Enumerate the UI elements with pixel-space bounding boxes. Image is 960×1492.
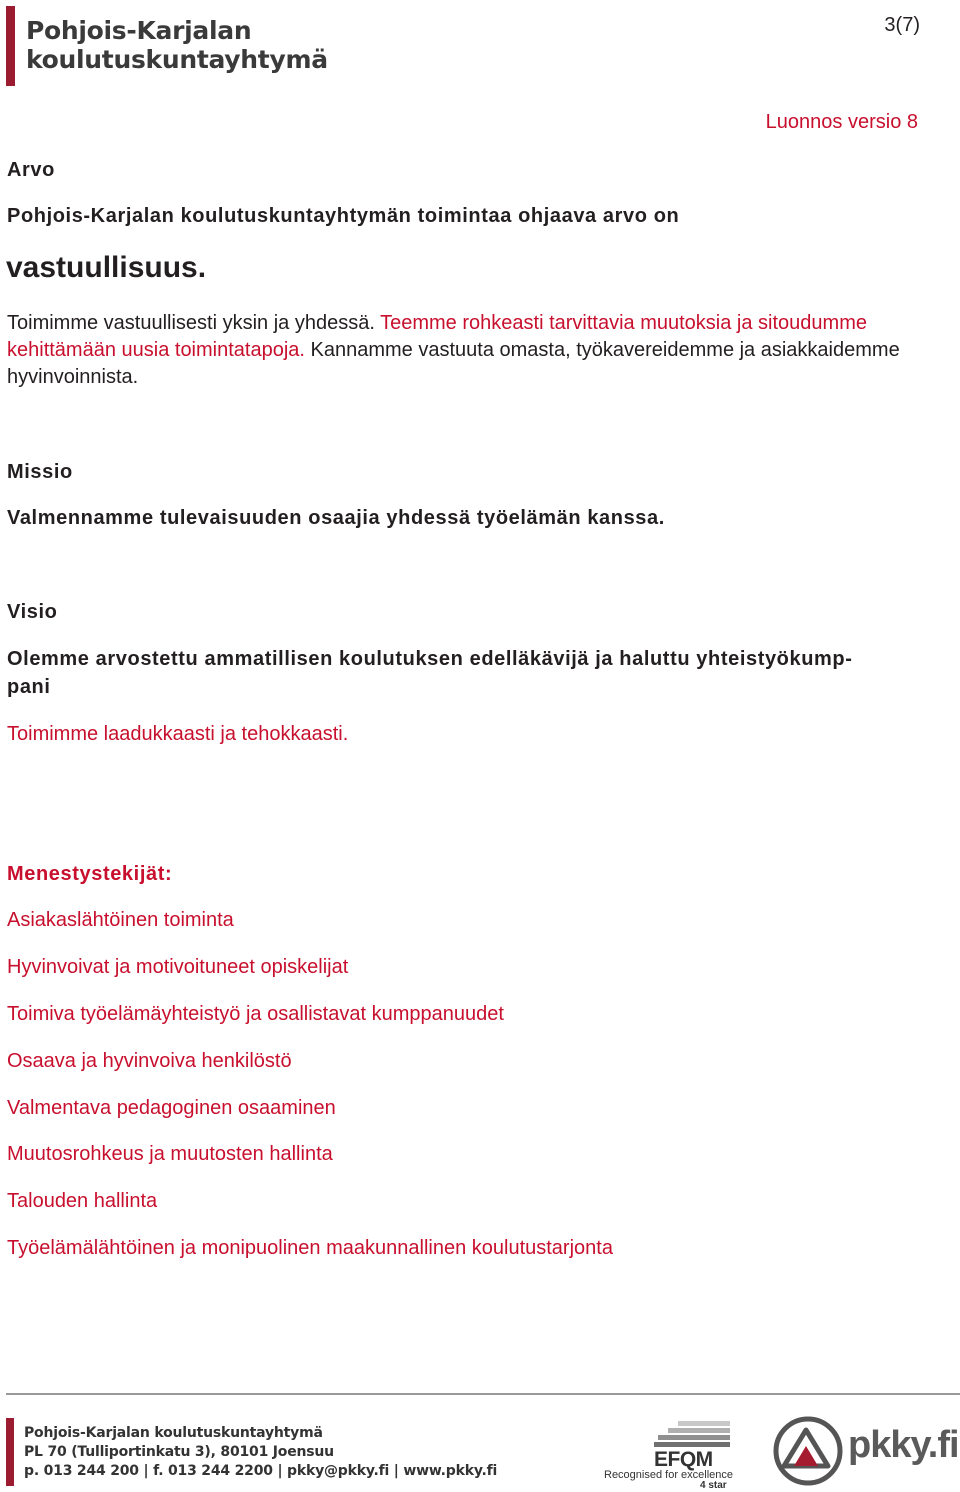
mission-heading: Missio <box>7 461 73 483</box>
value-text <box>7 310 957 391</box>
list-item: Työelämälähtöinen ja monipuolinen maakunnallinen koulutustarjonta <box>7 1237 613 1259</box>
page-number: 3(7) <box>884 14 920 36</box>
efqm-label: EFQM <box>654 1448 713 1471</box>
footer-divider <box>6 1393 960 1395</box>
success-factors-heading: Menestystekijät: <box>7 863 173 885</box>
list-item: Osaava ja hyvinvoiva henkilöstö <box>7 1050 292 1072</box>
vision-subtext: Toimimme laadukkaasti ja tehokkaasti. <box>7 723 349 745</box>
pkky-brand-text: pkky.fi <box>848 1424 959 1466</box>
vision-text-line-2: pani <box>7 676 51 698</box>
pkky-logo-icon <box>772 1414 844 1488</box>
value-text-part-2: Teemme rohkeasti tarvittavia muutoksia ja sitoudumme kehittämään uusia toimintatapoja. <box>7 312 867 361</box>
value-text-part-3: Kannamme vastuuta omasta, työkavereidemme ja asiakkaidemme hyvinvoinnista. <box>7 339 900 388</box>
efqm-caption: Recognised for excellence <box>604 1469 734 1481</box>
value-word: vastuullisuus. <box>6 251 207 284</box>
vision-heading: Visio <box>7 601 58 623</box>
mission-text: Valmennamme tulevaisuuden osaajia yhdessä työelämän kanssa. <box>7 507 665 529</box>
list-item: Asiakaslähtöinen toiminta <box>7 909 234 931</box>
list-item: Muutosrohkeus ja muutosten hallinta <box>7 1143 333 1165</box>
logo-line-2: koulutuskuntayhtymä <box>26 45 328 74</box>
footer-logo-bar <box>6 1418 14 1486</box>
value-lead: Pohjois-Karjalan koulutuskuntayhtymän toimintaa ohjaava arvo on <box>7 205 680 227</box>
efqm-badge <box>600 1415 735 1492</box>
footer-contact: p. 013 244 200 | f. 013 244 2200 | pkky@pkky.fi | www.pkky.fi <box>24 1463 498 1479</box>
list-item: Talouden hallinta <box>7 1190 158 1212</box>
footer-address: PL 70 (Tulliportinkatu 3), 80101 Joensuu <box>24 1444 334 1460</box>
list-item: Valmentava pedagoginen osaaminen <box>7 1097 336 1119</box>
efqm-stars: 4 star <box>700 1480 727 1491</box>
logo-bar <box>6 6 15 86</box>
value-heading: Arvo <box>7 159 55 181</box>
vision-text-line-1: Olemme arvostettu ammatillisen koulutuksen edelläkävijä ja haluttu yhteistyökump- <box>7 648 853 670</box>
value-text-part-1: Toimimme vastuullisesti yksin ja yhdessä. <box>7 312 381 334</box>
footer-org-name: Pohjois-Karjalan koulutuskuntayhtymä <box>24 1425 323 1441</box>
list-item: Toimiva työelämäyhteistyö ja osallistavat kumppanuudet <box>7 1003 504 1025</box>
draft-label: Luonnos versio 8 <box>765 111 918 133</box>
list-item: Hyvinvoivat ja motivoituneet opiskelijat <box>7 956 349 978</box>
pkky-brand <box>772 1414 957 1490</box>
logo-line-1: Pohjois-Karjalan <box>26 16 252 45</box>
